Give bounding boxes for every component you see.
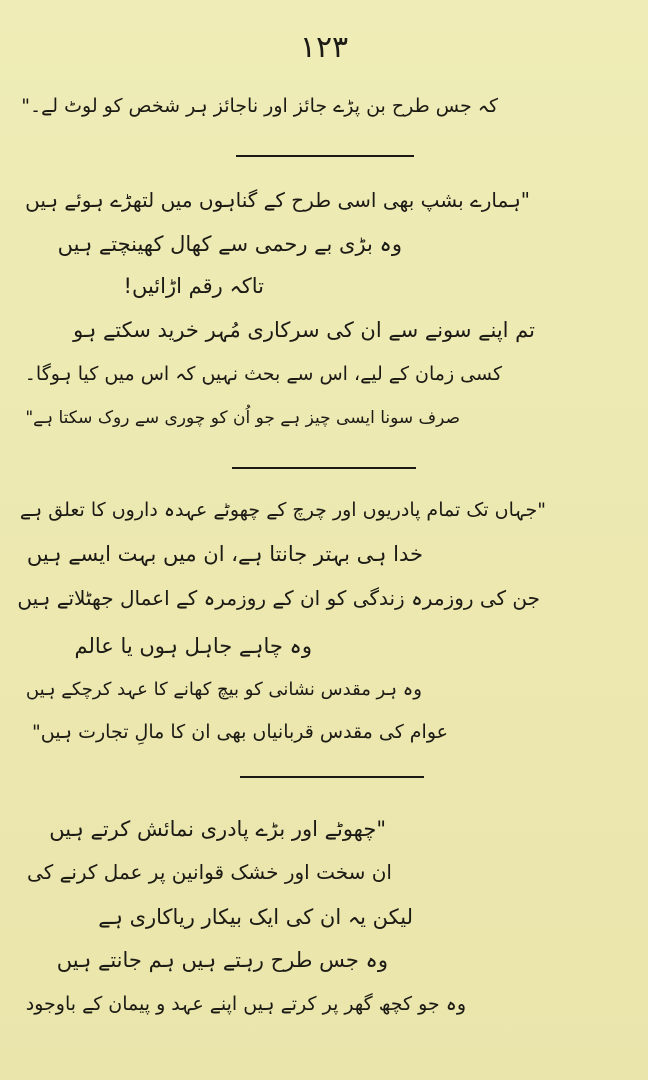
verse-line: لیکن یہ ان کی ایک بیکار ریاکاری ہے	[98, 905, 413, 929]
verse-line: تم اپنے سونے سے ان کی سرکاری مُہر خرید سکتے ہو	[73, 318, 535, 342]
verse-line: تاکہ رقم اڑائیں!	[123, 274, 264, 298]
verse-line: "ہمارے بشپ بھی اسی طرح کے گناہوں میں لتھڑے ہوئے ہیں	[25, 188, 530, 212]
verse-line: صرف سونا ایسی چیز ہے جو اُن کو چوری سے روک سکتا ہے"	[25, 408, 460, 428]
section-divider	[236, 155, 414, 157]
page-number: ١٢٣	[299, 30, 349, 65]
verse-line: ان سخت اور خشک قوانین پر عمل کرنے کی	[27, 860, 392, 884]
verse-line: خدا ہی بہتر جانتا ہے، ان میں بہت ایسے ہیں	[26, 542, 423, 566]
verse-line: "چھوٹے اور بڑے پادری نمائش کرتے ہیں	[49, 817, 386, 841]
verse-line: کسی زمان کے لیے، اس سے بحث نہیں کہ اس میں کیا ہوگا۔	[24, 363, 502, 385]
verse-line: کہ جس طرح بن پڑے جائز اور ناجائز ہر شخص کو لوٹ لے۔"	[21, 95, 498, 117]
verse-line: وہ ہر مقدس نشانی کو بیچ کھانے کا عہد کرچکے ہیں	[25, 679, 422, 700]
verse-line: وہ بڑی بے رحمی سے کھال کھینچتے ہیں	[57, 232, 402, 256]
verse-line: "جہاں تک تمام پادریوں اور چرچ کے چھوٹے عہدہ داروں کا تعلق ہے	[19, 499, 546, 521]
verse-line: وہ چاہے جاہل ہوں یا عالم	[74, 634, 312, 658]
verse-line: جن کی روزمرہ زندگی کو ان کے روزمرہ کے اعمال جھٹلاتے ہیں	[17, 586, 540, 610]
section-divider	[240, 776, 424, 778]
verse-line: وہ جو کچھ گھر پر کرتے ہیں اپنے عہد و پیمان کے باوجود	[25, 993, 466, 1015]
section-divider	[232, 467, 416, 469]
verse-line: عوام کی مقدس قربانیاں بھی ان کا مالِ تجارت ہیں"	[32, 721, 448, 743]
verse-line: وہ جس طرح رہتے ہیں ہم جانتے ہیں	[56, 948, 388, 972]
